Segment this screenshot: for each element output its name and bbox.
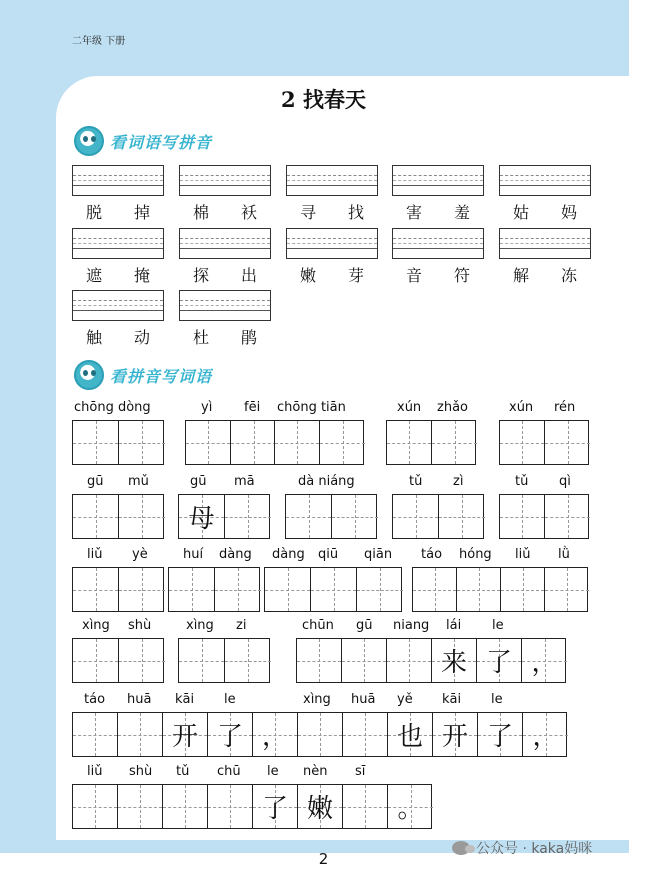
writing-cell[interactable] [311,568,357,611]
tianzige-grid [72,494,164,539]
writing-cell[interactable] [73,713,118,756]
pinyin-label: dà niáng [298,474,355,489]
tianzige-grid [285,494,377,539]
writing-cell[interactable] [439,495,485,538]
pinyin-label: sī [355,764,366,779]
tianzige-grid [264,567,402,612]
filled-character: 开 [441,722,468,752]
writing-cell[interactable] [118,785,163,828]
filled-character: 了 [261,794,288,824]
writing-cell[interactable] [432,421,477,464]
pinyin-label: lái [446,618,462,633]
writing-cell[interactable] [169,568,215,611]
writing-cell[interactable] [500,495,545,538]
writing-cell[interactable] [545,495,590,538]
section2-heading [74,358,212,392]
vocab-word: 脱 掉 [86,203,150,222]
writing-cell[interactable] [477,639,522,682]
pinyin-label: liǔ [87,764,103,779]
panda-icon [74,360,104,390]
pinyin-label: yè [132,547,148,562]
writing-cell[interactable] [253,785,298,828]
watermark [452,838,592,858]
writing-cell[interactable] [179,639,225,682]
writing-cell[interactable] [253,713,298,756]
pinyin-label: tǔ [176,764,190,779]
pinyin-label: chōng tiān [277,400,346,415]
writing-cell[interactable] [179,495,225,538]
writing-cell[interactable] [73,568,119,611]
writing-cell[interactable] [433,713,478,756]
section1-heading-text: 看词语写拼音 [110,132,213,152]
writing-cell[interactable] [119,639,165,682]
tianzige-grid [72,638,164,683]
tianzige-grid [386,420,476,465]
filled-character: 来 [440,648,467,678]
pinyin-label: zhǎo [437,400,468,415]
tianzige-grid [499,420,589,465]
writing-cell[interactable] [545,421,590,464]
pinyin-label: xìng [303,692,331,707]
pinyin-label: qiān [364,547,393,562]
grade-label: 二年级 下册 [72,36,126,47]
pinyin-label: gū [190,474,207,489]
pinyin-label: shù [129,764,153,779]
vocab-word: 害 羞 [406,203,470,222]
pinyin-label: xún [509,400,534,415]
tianzige-grid [72,784,432,829]
filled-character: 嫩 [306,794,333,824]
pinyin-label: kāi [442,692,462,707]
vocab-word: 探 出 [193,266,257,285]
pinyin-label: zì [453,474,464,489]
pinyin-label: zi [236,618,247,633]
pinyin-label: yì [201,400,213,415]
pinyin-write-box[interactable] [72,165,164,196]
pinyin-label: liǔ [515,547,531,562]
pinyin-write-box[interactable] [179,290,271,321]
tianzige-grid [412,567,588,612]
writing-cell[interactable] [388,713,433,756]
writing-cell[interactable] [387,639,432,682]
pinyin-write-box[interactable] [286,165,378,196]
pinyin-label: liǔ [87,547,103,562]
tianzige-grid [296,638,566,683]
writing-cell[interactable] [545,568,589,611]
writing-cell[interactable] [286,495,332,538]
tianzige-grid [499,494,589,539]
writing-cell[interactable] [387,421,432,464]
writing-cell[interactable] [478,713,523,756]
writing-cell[interactable] [73,785,118,828]
pinyin-label: shù [128,618,152,633]
pinyin-label: tǔ [409,474,423,489]
watermark-text: 公众号 · kaka妈咪 [476,841,593,857]
pinyin-label: gū [87,474,104,489]
writing-cell[interactable] [215,568,261,611]
filled-character: ， [532,722,559,752]
pinyin-write-box[interactable] [72,290,164,321]
lesson-title: 2 找春天 [281,87,366,112]
pinyin-label: tǔ [515,474,529,489]
writing-cell[interactable] [73,495,119,538]
tianzige-grid [72,712,567,757]
filled-character: 开 [171,722,198,752]
vocab-word: 杜 鹃 [193,328,257,347]
pinyin-label: nèn [303,764,328,779]
writing-cell[interactable] [118,713,163,756]
writing-cell[interactable] [119,421,165,464]
pinyin-write-box[interactable] [499,165,591,196]
writing-cell[interactable] [320,421,365,464]
wechat-icon [452,841,470,855]
writing-cell[interactable] [225,495,271,538]
writing-cell[interactable] [523,713,568,756]
pinyin-label: chōng dòng [74,400,151,415]
writing-cell[interactable] [332,495,378,538]
vocab-word: 姑 妈 [513,203,577,222]
pinyin-label: huā [351,692,376,707]
pinyin-label: qì [559,474,571,489]
vocab-word: 遮 掩 [86,266,150,285]
writing-cell[interactable] [73,421,119,464]
vocab-word: 嫩 芽 [300,266,364,285]
section2-heading-text: 看拼音写词语 [110,366,213,386]
writing-cell[interactable] [208,713,253,756]
pinyin-label: chū [217,764,241,779]
filled-character: 母 [188,504,215,534]
writing-cell[interactable] [343,785,388,828]
writing-cell[interactable] [342,639,387,682]
filled-character: ， [261,722,288,752]
writing-cell[interactable] [413,568,457,611]
pinyin-label: gū [356,618,373,633]
pinyin-label: chūn [302,618,334,633]
pinyin-label: mā [234,474,255,489]
pinyin-label: huā [127,692,152,707]
pinyin-label: hóng [459,547,492,562]
pinyin-label: le [267,764,279,779]
tianzige-grid [274,420,364,465]
writing-cell[interactable] [432,639,477,682]
pinyin-label: dàng [272,547,305,562]
pinyin-label: xìng [82,618,110,633]
tianzige-grid [72,567,164,612]
filled-character: 也 [396,722,423,752]
pinyin-label: qiū [318,547,339,562]
writing-cell[interactable] [119,495,165,538]
pinyin-label: dàng [219,547,252,562]
writing-cell[interactable] [298,713,343,756]
pinyin-label: yě [397,692,413,707]
tianzige-grid [178,494,270,539]
writing-cell[interactable] [265,568,311,611]
pinyin-label: táo [421,547,443,562]
pinyin-write-box[interactable] [72,228,164,259]
page-number: 2 [318,850,329,868]
writing-cell[interactable] [231,421,276,464]
writing-cell[interactable] [297,639,342,682]
pinyin-label: niang [393,618,430,633]
writing-cell[interactable] [457,568,501,611]
tianzige-grid [392,494,484,539]
writing-cell[interactable] [73,639,119,682]
pinyin-write-box[interactable] [179,165,271,196]
filled-character: 了 [216,722,243,752]
filled-character: 了 [486,722,513,752]
writing-cell[interactable] [225,639,271,682]
pinyin-label: le [492,618,504,633]
pinyin-label: fēi [244,400,261,415]
vocab-word: 音 符 [406,266,470,285]
pinyin-label: kāi [175,692,195,707]
pinyin-label: xìng [186,618,214,633]
pinyin-label: le [491,692,503,707]
pinyin-write-box[interactable] [179,228,271,259]
vocab-word: 触 动 [86,328,150,347]
writing-cell[interactable] [393,495,439,538]
filled-character: 了 [485,648,512,678]
pinyin-write-box[interactable] [392,228,484,259]
pinyin-label: xún [397,400,422,415]
writing-cell[interactable] [163,785,208,828]
tianzige-grid [72,420,164,465]
tianzige-grid [185,420,275,465]
vocab-word: 棉 袄 [193,203,257,222]
writing-cell[interactable] [501,568,545,611]
writing-cell[interactable] [357,568,403,611]
writing-cell[interactable] [275,421,320,464]
pinyin-write-box[interactable] [499,228,591,259]
pinyin-write-box[interactable] [392,165,484,196]
writing-cell[interactable] [163,713,208,756]
pinyin-label: rén [554,400,576,415]
writing-cell[interactable] [208,785,253,828]
vocab-word: 寻 找 [300,203,364,222]
writing-cell[interactable] [343,713,388,756]
pinyin-write-box[interactable] [286,228,378,259]
panda-icon [74,126,104,156]
writing-cell[interactable] [522,639,567,682]
writing-cell[interactable] [186,421,231,464]
section1-heading [74,124,212,158]
tianzige-grid [168,567,260,612]
tianzige-grid [178,638,270,683]
filled-character: ， [531,648,558,678]
pinyin-label: lǜ [558,547,570,562]
writing-cell[interactable] [388,785,433,828]
pinyin-label: huí [183,547,204,562]
writing-cell[interactable] [298,785,343,828]
pinyin-label: le [224,692,236,707]
pinyin-label: mǔ [128,474,149,489]
writing-cell[interactable] [119,568,165,611]
pinyin-label: táo [84,692,106,707]
vocab-word: 解 冻 [513,266,577,285]
writing-cell[interactable] [500,421,545,464]
filled-character: 。 [397,794,424,824]
